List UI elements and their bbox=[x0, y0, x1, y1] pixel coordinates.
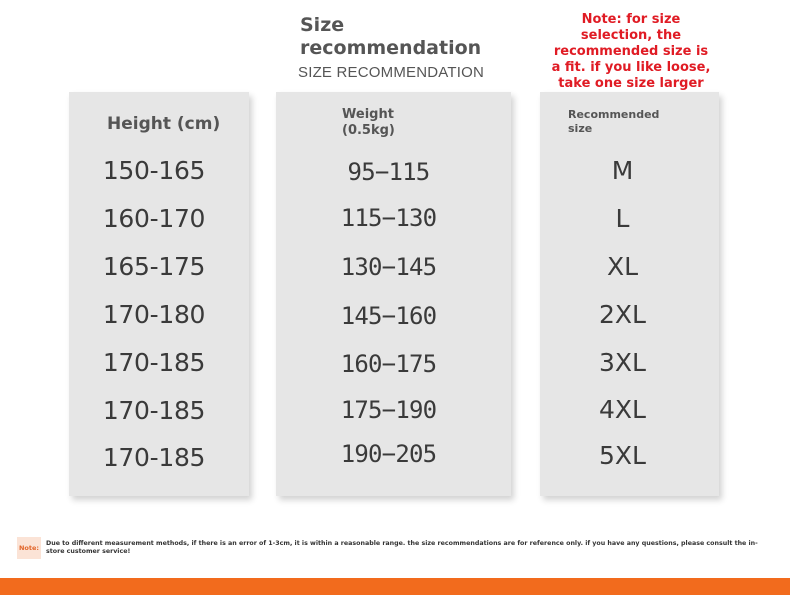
weight-column bbox=[276, 92, 511, 496]
weight-value: 130−145 bbox=[340, 253, 437, 281]
height-value: 160-170 bbox=[102, 204, 206, 233]
size-value: M bbox=[611, 156, 634, 185]
height-value: 170-185 bbox=[102, 396, 206, 425]
weight-value: 175−190 bbox=[340, 396, 437, 424]
size-value: 4XL bbox=[599, 395, 646, 424]
height-value: 150-165 bbox=[102, 156, 206, 185]
height-value: 170-180 bbox=[102, 300, 206, 329]
measurement-footnote bbox=[17, 536, 777, 560]
weight-value: 115−130 bbox=[340, 204, 437, 232]
title-line-2: recommendation bbox=[300, 37, 482, 59]
bottom-accent-bar bbox=[0, 578, 790, 595]
size-value: 5XL bbox=[599, 441, 646, 470]
height-value: 165-175 bbox=[102, 252, 206, 281]
size-value: 2XL bbox=[599, 300, 646, 329]
size-column bbox=[540, 92, 719, 496]
height-value: 170-185 bbox=[102, 348, 206, 377]
page-subtitle: SIZE RECOMMENDATION bbox=[298, 64, 485, 81]
height-column bbox=[69, 92, 249, 496]
weight-value: 190−205 bbox=[340, 440, 437, 468]
weight-value: 95−115 bbox=[347, 158, 430, 186]
fit-note: Note: for size selection, the recommended size is a fit. if you like loose, take one size larger bbox=[551, 12, 711, 91]
size-value: XL bbox=[606, 252, 639, 281]
weight-value: 145−160 bbox=[340, 302, 437, 330]
page-title bbox=[300, 14, 481, 60]
height-header: Height (cm) bbox=[107, 114, 221, 134]
footnote-text: Due to different measurement methods, if there is an error of 1-3cm, it is within a reasonable range. the size recommendations are for reference only. if you have any questions, please consult the in-store customer service! bbox=[46, 540, 758, 555]
title-line-1: Size bbox=[300, 14, 345, 36]
weight-header: Weight (0.5kg) bbox=[342, 107, 395, 138]
size-value: L bbox=[615, 204, 630, 233]
height-value: 170-185 bbox=[102, 443, 206, 472]
size-value: 3XL bbox=[599, 348, 646, 377]
size-header: Recommended size bbox=[568, 108, 660, 135]
weight-value: 160−175 bbox=[340, 350, 437, 378]
note-badge: Note: bbox=[17, 537, 41, 559]
